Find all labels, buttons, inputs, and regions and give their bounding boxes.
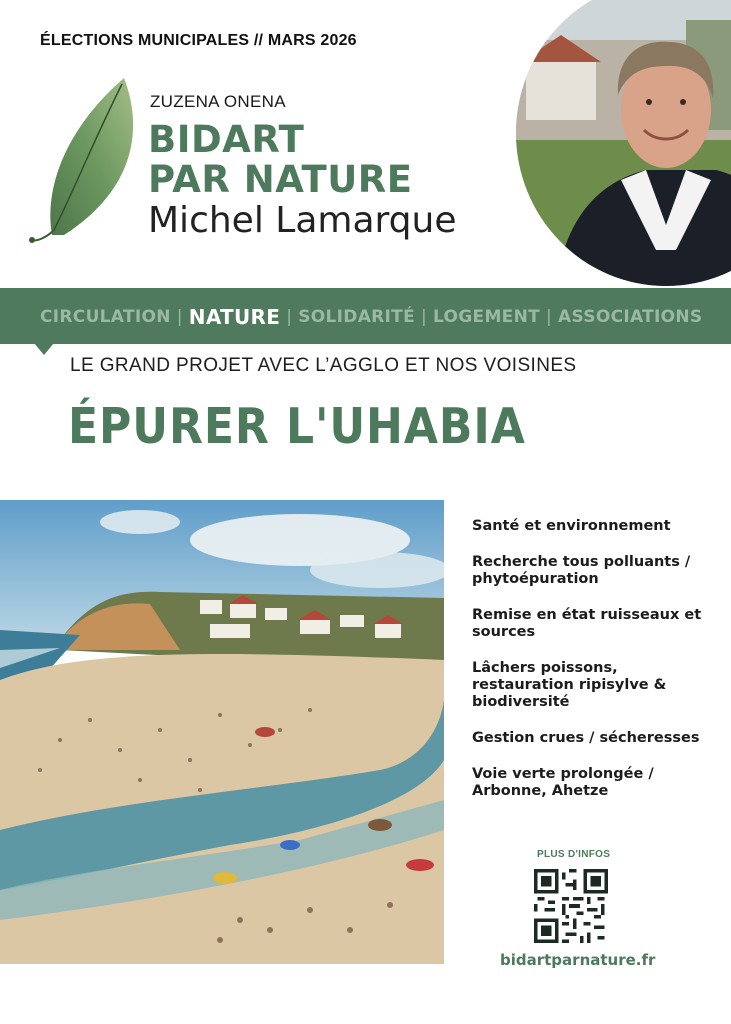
org-name: ZUZENA ONENA	[150, 92, 286, 111]
list-item: Santé et environnement	[472, 518, 671, 534]
brand-title-line1: BIDART	[148, 118, 305, 161]
election-kicker: ÉLECTIONS MUNICIPALES // MARS 2026	[40, 32, 357, 49]
brand-title-line2: PAR NATURE	[148, 158, 413, 201]
topic-solidarite: SOLIDARITÉ	[298, 307, 415, 327]
band-pointer	[34, 343, 54, 355]
more-info-label: PLUS D'INFOS	[537, 849, 611, 860]
key-points-list	[472, 518, 722, 819]
topic-nav	[40, 305, 702, 329]
topic-separator: |	[420, 307, 428, 327]
project-subtitle: LE GRAND PROJET AVEC L’AGGLO ET NOS VOISINES	[70, 355, 577, 376]
list-item: Recherche tous polluants / phytoépuration	[472, 554, 691, 587]
topic-nature: NATURE	[188, 305, 281, 329]
candidate-portrait	[516, 0, 731, 286]
website-link[interactable]: bidartparnature.fr	[500, 951, 656, 969]
topic-logement: LOGEMENT	[433, 307, 541, 327]
qr-code-icon[interactable]	[534, 869, 608, 943]
list-item: Lâchers poissons, restauration ripisylve & biodiversité	[472, 660, 667, 710]
beach-photo	[0, 500, 444, 964]
leaf-icon	[24, 70, 144, 260]
topic-separator: |	[286, 307, 293, 327]
list-item: Gestion crues / sécheresses	[472, 730, 700, 746]
topic-associations: ASSOCIATIONS	[558, 307, 703, 327]
list-item: Remise en état ruisseaux et sources	[472, 607, 702, 640]
topic-separator: |	[176, 307, 183, 327]
topic-circulation: CIRCULATION	[40, 307, 171, 327]
project-headline: ÉPURER L'UHABIA	[68, 398, 526, 455]
candidate-name: Michel Lamarque	[148, 200, 457, 241]
topic-separator: |	[546, 307, 553, 327]
list-item: Voie verte prolongée / Arbonne, Ahetze	[472, 766, 654, 799]
